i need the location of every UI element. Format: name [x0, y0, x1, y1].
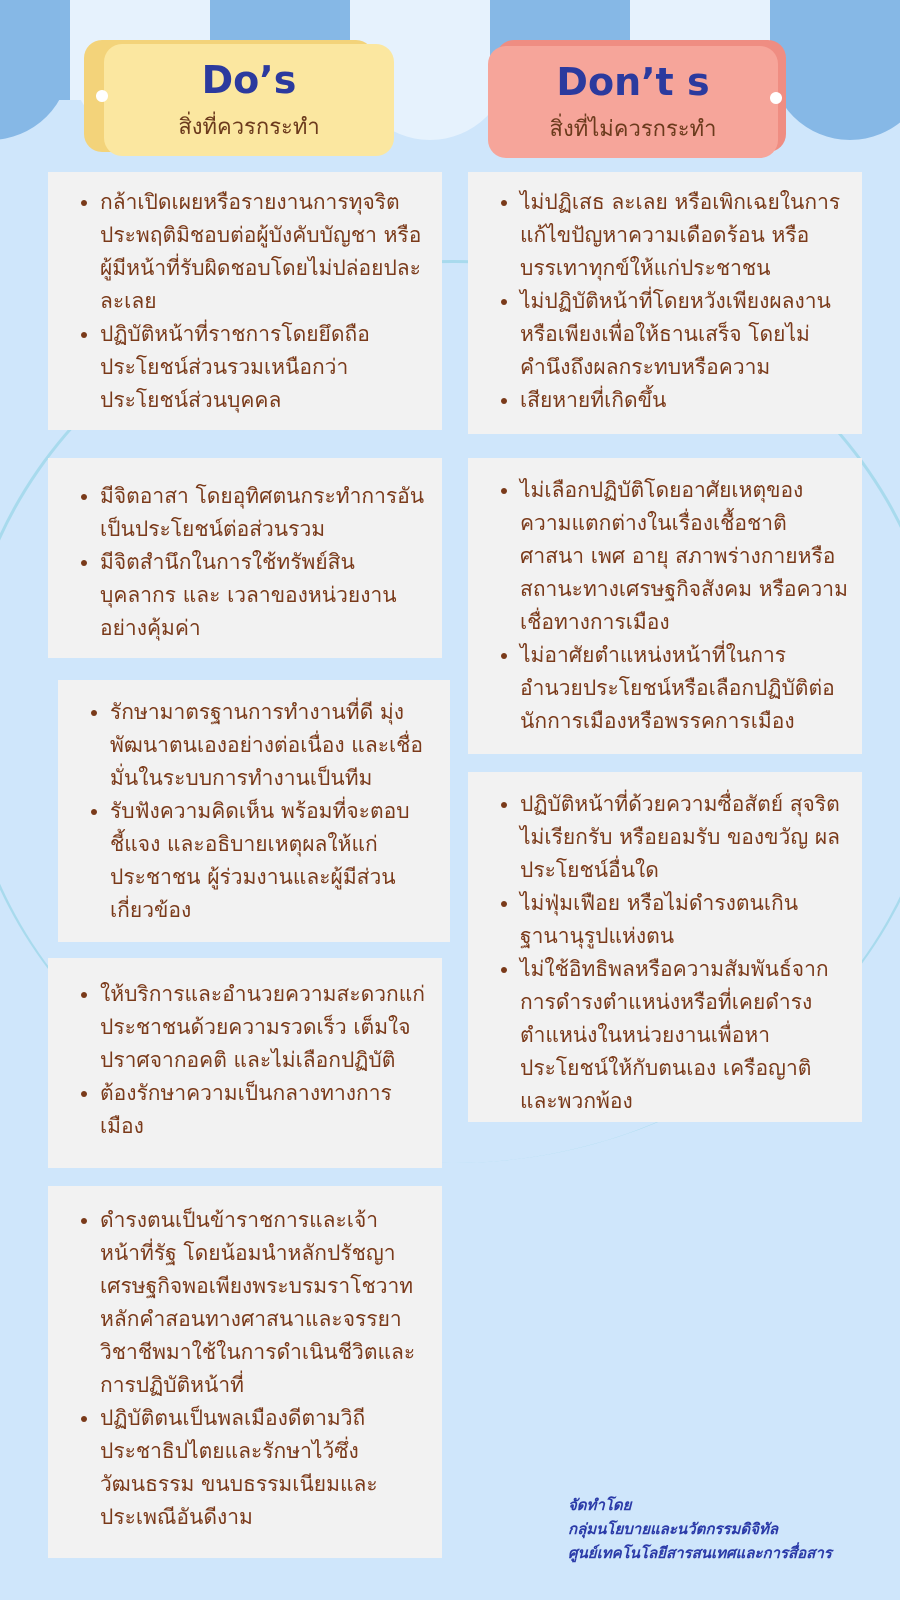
list-item: • ไม่ปฏิเสธ ละเลย หรือเพิกเฉยในการแก้ไขปัญหาความเดือดร้อน หรือบรรเทาทุกข์ให้แก่ประชาชน: [520, 186, 848, 285]
list-item: • รักษามาตรฐานการทำงานที่ดี มุ่งพัฒนาตนเองอย่างต่อเนื่อง และเชื่อมั่นในระบบการทำงานเป็นทีม: [110, 696, 436, 795]
credit-line-3: ศูนย์เทคโนโลยีสารสนเทศและการสื่อสาร: [568, 1544, 832, 1562]
donts-subtitle: สิ่งที่ไม่ควรกระทำ: [549, 116, 717, 142]
donts-card-2: [468, 458, 862, 754]
donts-card-1: [468, 172, 862, 434]
dos-card-2: [48, 458, 442, 658]
list-item: • มีจิตอาสา โดยอุทิศตนกระทำการอันเป็นประโยชน์ต่อส่วนรวม: [100, 480, 428, 546]
list-item: • ไม่เลือกปฏิบัติโดยอาศัยเหตุของความแตกต่างในเรื่องเชื้อชาติ ศาสนา เพศ อายุ สภาพร่างกายหรือสถานะทางเศรษฐกิจสังคม หรือความเชื่อทางการเมือง: [520, 474, 848, 639]
list-item: • ต้องรักษาความเป็นกลางทางการเมือง: [100, 1077, 428, 1143]
credit-line-1: จัดทำโดย: [568, 1496, 632, 1514]
credit-line-2: กลุ่มนโยบายและนวัตกรรมดิจิทัล: [568, 1520, 779, 1538]
list-item: • ไม่ปฏิบัติหน้าที่โดยหวังเพียงผลงานหรือเพียงเพื่อให้ธานเสร็จ โดยไม่คำนึงถึงผลกระทบหรือความ: [520, 285, 848, 384]
dos-subtitle: สิ่งที่ควรกระทำ: [178, 114, 320, 140]
dos-card-1: [48, 172, 442, 430]
list-item: • ปฏิบัติตนเป็นพลเมืองดีตามวิถีประชาธิปไตยและรักษาไว้ซึ่งวัฒนธรรม ขนบธรรมเนียมและประเพณีอันดีงาม: [100, 1402, 428, 1534]
donts-tag-hole: [770, 92, 782, 104]
list-item: • ปฏิบัติหน้าที่ราชการโดยยึดถือประโยชน์ส่วนรวมเหนือกว่าประโยชน์ส่วนบุคคล: [100, 318, 428, 417]
dos-tag: [104, 44, 394, 156]
dos-card-5: [48, 1186, 442, 1558]
donts-card-3: [468, 772, 862, 1122]
dos-card-3: [58, 680, 450, 942]
dos-card-4: [48, 958, 442, 1168]
list-item: • รับฟังความคิดเห็น พร้อมที่จะตอบชี้แจง และอธิบายเหตุผลให้แก่ประชาชน ผู้ร่วมงานและผู้มีส่วนเกี่ยวข้อง: [110, 795, 436, 927]
list-item: • เสียหายที่เกิดขึ้น: [520, 384, 848, 417]
donts-title: Don’t s: [556, 59, 710, 104]
list-item: • กล้าเปิดเผยหรือรายงานการทุจริตประพฤติมิชอบต่อผู้บังคับบัญชา หรือผู้มีหน้าที่รับผิดชอบโดยไม่ปล่อยปละละเลย: [100, 186, 428, 318]
list-item: • ให้บริการและอำนวยความสะดวกแก่ประชาชนด้วยความรวดเร็ว เต็มใจ ปราศจากอคติ และไม่เลือกปฏิบัติ: [100, 978, 428, 1077]
list-item: • ไม่ใช้อิทธิพลหรือความสัมพันธ์จากการดำรงตำแหน่งหรือที่เคยดำรงตำแหน่งในหน่วยงานเพื่อหาประโยชน์ให้กับตนเอง เครือญาติ และพวกพ้อง: [520, 953, 848, 1118]
list-item: • มีจิตสำนึกในการใช้ทรัพย์สิน บุคลากร และ เวลาของหน่วยงานอย่างคุ้มค่า: [100, 546, 428, 645]
list-item: • ไม่อาศัยตำแหน่งหน้าที่ในการอำนวยประโยชน์หรือเลือกปฏิบัติต่อนักการเมืองหรือพรรคการเมือง: [520, 639, 848, 738]
donts-tag: [488, 46, 778, 158]
list-item: • ไม่ฟุ่มเฟือย หรือไม่ดำรงตนเกินฐานานุรูปแห่งตน: [520, 887, 848, 953]
dos-title: Do’s: [201, 57, 297, 102]
dos-tag-hole: [96, 90, 108, 102]
list-item: • ปฏิบัติหน้าที่ด้วยความซื่อสัตย์ สุจริต ไม่เรียกรับ หรือยอมรับ ของขวัญ ผลประโยชน์อื่นใด: [520, 788, 848, 887]
credit-block: [568, 1493, 898, 1565]
list-item: • ดำรงตนเป็นข้าราชการและเจ้าหน้าที่รัฐ โดยน้อมนำหลักปรัชญาเศรษฐกิจพอเพียงพระบรมราโชวาท หลักคำสอนทางศาสนาและจรรยาวิชาชีพมาใช้ในการดำเนินชีวิตและการปฏิบัติหน้าที่: [100, 1204, 428, 1402]
